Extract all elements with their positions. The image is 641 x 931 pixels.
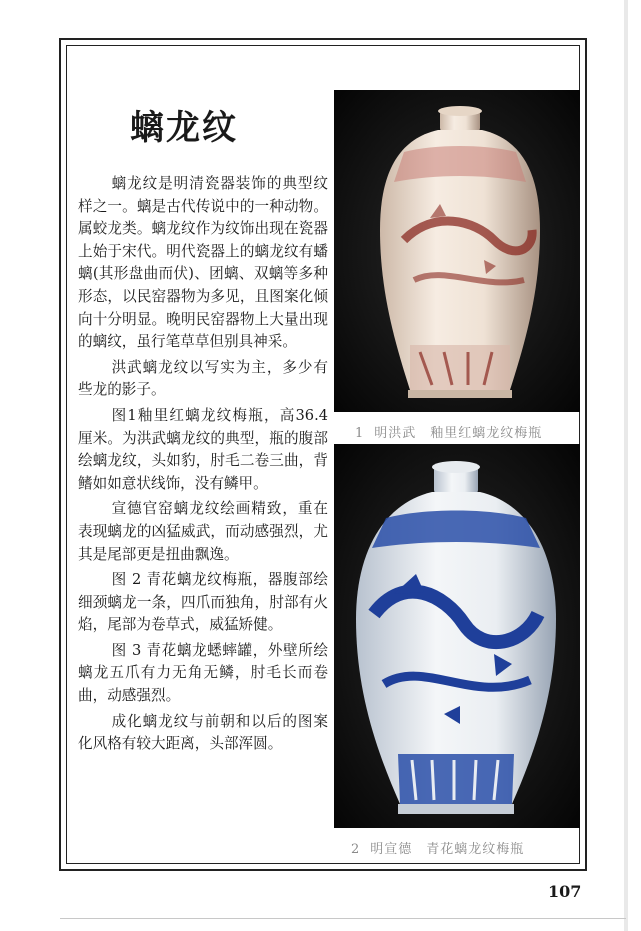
caption-number: 2 (351, 842, 361, 857)
page-number: 107 (548, 882, 582, 901)
red-vase-illustration (334, 90, 580, 412)
caption-2 (351, 838, 524, 857)
page-title: 螭龙纹 (130, 108, 238, 148)
paragraph: 宣德官窑螭龙纹绘画精致，重在表现螭龙的凶猛威武，而动感强烈，尤其是尾部更是扭曲飘逸。 (78, 500, 328, 563)
caption-number: 1 (355, 426, 365, 441)
article-body (78, 173, 328, 759)
paragraph: 洪武螭龙纹以写实为主，多少有些龙的影子。 (78, 358, 328, 399)
paragraph: 图 2 青花螭龙纹梅瓶，器腹部绘细颈螭龙一条，四爪而独角，肘部有火焰，尾部为卷草式，威猛矫健。 (78, 571, 328, 634)
paragraph: 图1釉里红螭龙纹梅瓶，高36.4厘米。为洪武螭龙纹的典型，瓶的腹部绘螭龙纹，头如豹，肘毛二卷三曲，背鳍如如意状线饰，没有鳞甲。 (78, 406, 328, 492)
blue-vase-illustration (334, 444, 580, 828)
paragraph: 成化螭龙纹与前朝和以后的图案化风格有较大距离，头部浑圆。 (78, 712, 328, 753)
paragraph: 螭龙纹是明清瓷器装饰的典型纹样之一。螭是古代传说中的一种动物。属蛟龙类。螭龙纹作为纹饰出现在瓷器上始于宋代。明代瓷器上的螭龙纹有蟠螭(其形盘曲而伏)、团螭、双螭等多种形态，以民窑器物为多见，且图案化倾向十分明显。晚明民窑器物上大量出现的螭纹，虽行笔草草但别具神采。 (78, 175, 328, 351)
paragraph: 图 3 青花螭龙蟋蟀罐，外壁所绘螭龙五爪有力无角无鳞，肘毛长而卷曲，动感强烈。 (78, 641, 328, 705)
caption-1 (355, 422, 542, 441)
caption-era: 明宣德 (370, 842, 413, 857)
caption-name: 青花螭龙纹梅瓶 (426, 842, 525, 857)
caption-name: 釉里红螭龙纹梅瓶 (430, 426, 543, 441)
bottom-rule (60, 918, 626, 919)
vase-photo-2 (334, 444, 580, 828)
caption-era: 明洪武 (374, 426, 417, 441)
scan-edge (624, 0, 628, 931)
vase-photo-1 (334, 90, 580, 412)
